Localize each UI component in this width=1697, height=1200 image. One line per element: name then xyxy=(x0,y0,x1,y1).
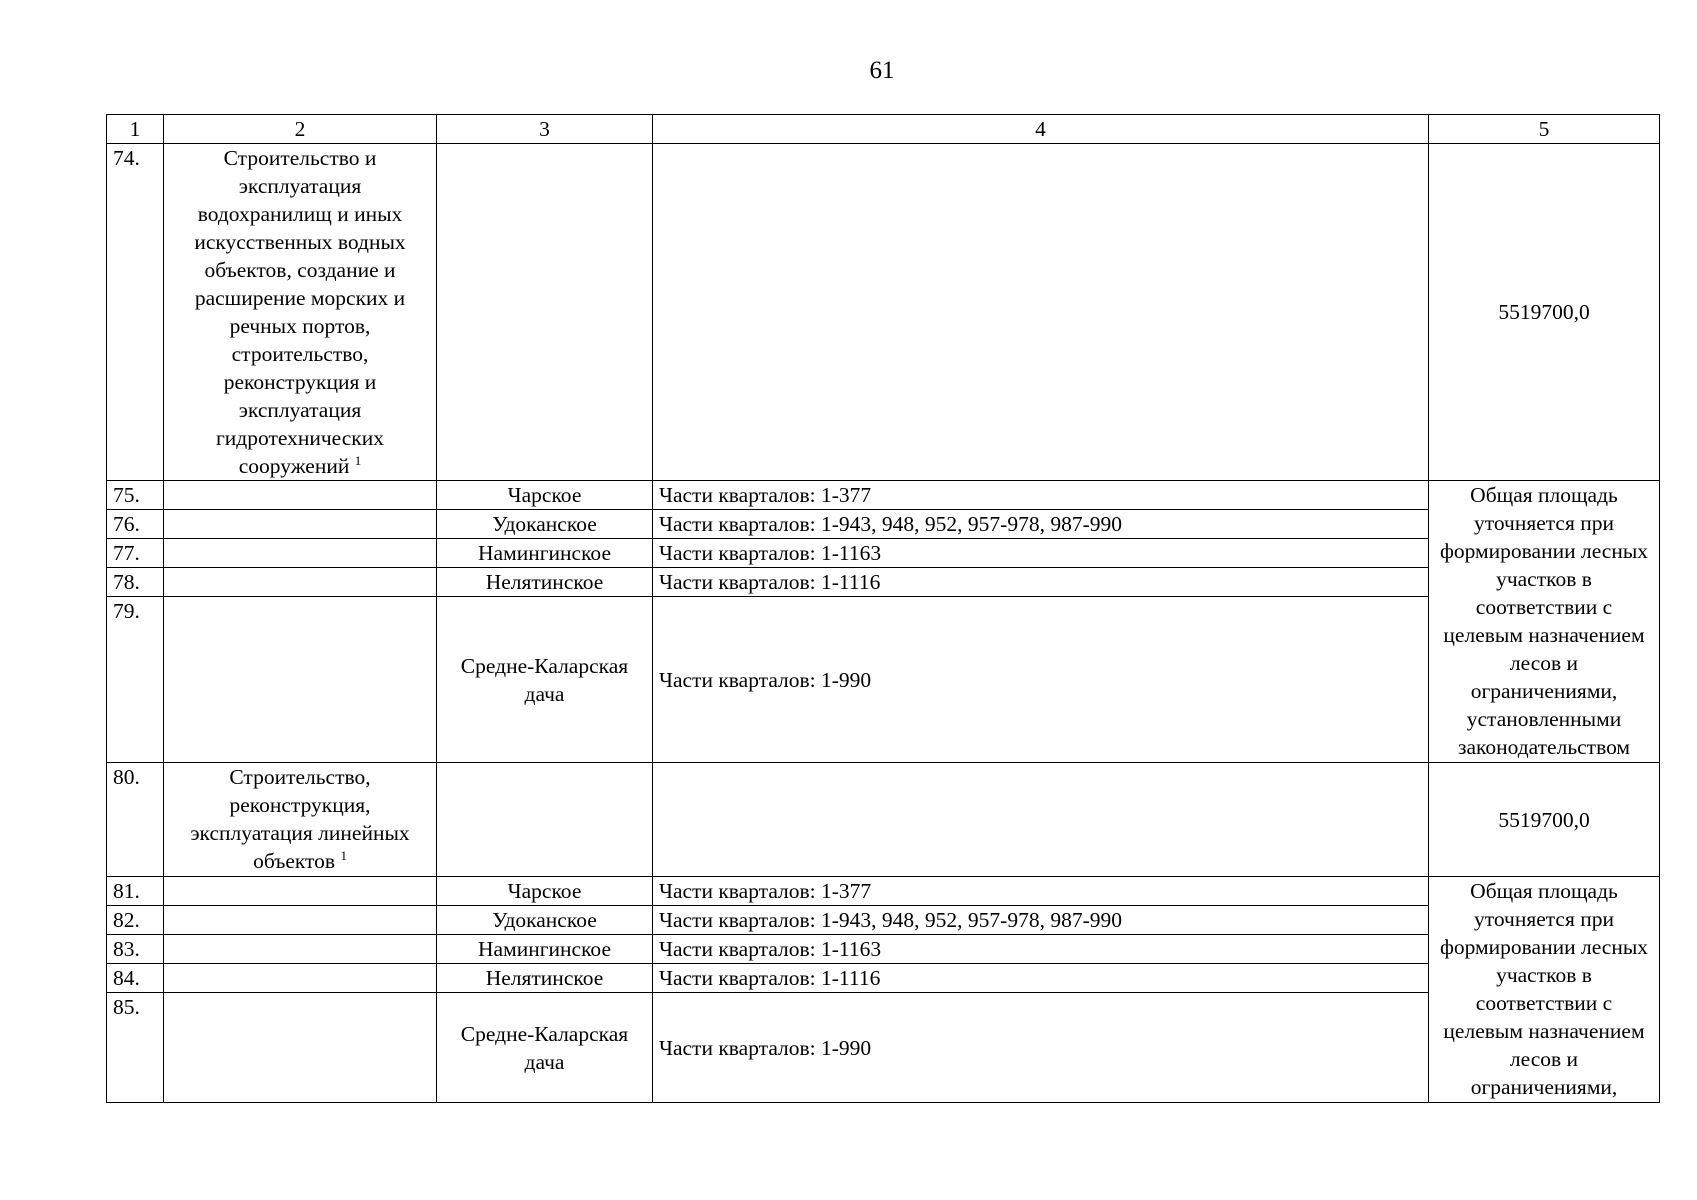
row-number: 75. xyxy=(107,481,164,510)
empty-cell xyxy=(164,539,437,568)
forestry-name: Намингинское xyxy=(437,935,653,964)
quarters-list: Части кварталов: 1-943, 948, 952, 957-978, 987-990 xyxy=(653,906,1429,935)
forestry-name: Намингинское xyxy=(437,539,653,568)
table-row xyxy=(107,539,1660,568)
row-number: 77. xyxy=(107,539,164,568)
table-row xyxy=(107,481,1660,510)
empty-cell xyxy=(164,906,437,935)
row-number: 84. xyxy=(107,964,164,993)
empty-cell xyxy=(653,763,1429,877)
forestry-name: Средне-Каларская дача xyxy=(437,993,653,1103)
purpose-cell xyxy=(164,763,437,877)
area-value: 5519700,0 xyxy=(1429,144,1660,481)
row-number: 81. xyxy=(107,877,164,906)
quarters-list: Части кварталов: 1-377 xyxy=(653,877,1429,906)
table-row xyxy=(107,993,1660,1103)
forestry-name: Удоканское xyxy=(437,906,653,935)
table-row xyxy=(107,597,1660,763)
row-number: 78. xyxy=(107,568,164,597)
quarters-list: Части кварталов: 1-990 xyxy=(653,993,1429,1103)
quarters-list: Части кварталов: 1-377 xyxy=(653,481,1429,510)
quarters-list: Части кварталов: 1-1116 xyxy=(653,964,1429,993)
empty-cell xyxy=(164,964,437,993)
area-note xyxy=(1429,481,1660,763)
empty-cell xyxy=(164,510,437,539)
area-note-text: Общая площадь уточняется при формировании лесных участков в соответствии с целевым назначением лесов и ограничениями, xyxy=(1439,879,1649,1099)
quarters-list: Части кварталов: 1-990 xyxy=(653,597,1429,763)
empty-cell xyxy=(164,597,437,763)
footnote-marker: 1 xyxy=(340,848,347,863)
forestry-name: Средне-Каларская дача xyxy=(437,597,653,763)
forestry-name: Чарское xyxy=(437,877,653,906)
quarters-list: Части кварталов: 1-1116 xyxy=(653,568,1429,597)
quarters-list: Части кварталов: 1-1163 xyxy=(653,539,1429,568)
page-number: 61 xyxy=(869,57,895,84)
area-value: 5519700,0 xyxy=(1429,763,1660,877)
footnote-marker: 1 xyxy=(354,453,362,468)
quarters-list: Части кварталов: 1-943, 948, 952, 957-978, 987-990 xyxy=(653,510,1429,539)
forestry-name: Нелятинское xyxy=(437,568,653,597)
table-row xyxy=(107,510,1660,539)
forestry-name: Чарское xyxy=(437,481,653,510)
forestry-name: Удоканское xyxy=(437,510,653,539)
column-header: 1 xyxy=(107,115,164,144)
forest-table xyxy=(106,114,1660,1103)
forestry-name: Нелятинское xyxy=(437,964,653,993)
empty-cell xyxy=(164,993,437,1103)
table-row xyxy=(107,877,1660,906)
table-row xyxy=(107,568,1660,597)
table-row xyxy=(107,763,1660,877)
row-number: 82. xyxy=(107,906,164,935)
purpose-name: Строительство, реконструкция, эксплуатация линейных объектов xyxy=(190,765,410,873)
empty-cell xyxy=(437,144,653,481)
row-number: 76. xyxy=(107,510,164,539)
area-note xyxy=(1429,877,1660,1103)
table-row xyxy=(107,144,1660,481)
row-number: 80. xyxy=(107,763,164,877)
empty-cell xyxy=(164,877,437,906)
column-header: 2 xyxy=(164,115,437,144)
quarters-list: Части кварталов: 1-1163 xyxy=(653,935,1429,964)
empty-cell xyxy=(164,481,437,510)
purpose-cell xyxy=(164,144,437,481)
column-header: 4 xyxy=(653,115,1429,144)
column-header: 5 xyxy=(1429,115,1660,144)
empty-cell xyxy=(164,568,437,597)
row-number: 85. xyxy=(107,993,164,1103)
empty-cell xyxy=(437,763,653,877)
empty-cell xyxy=(164,935,437,964)
row-number: 83. xyxy=(107,935,164,964)
table-header-row xyxy=(107,115,1660,144)
table-row xyxy=(107,935,1660,964)
empty-cell xyxy=(653,144,1429,481)
column-header: 3 xyxy=(437,115,653,144)
row-number: 79. xyxy=(107,597,164,763)
area-note-text: Общая площадь уточняется при формировании лесных участков в соответствии с целевым назначением лесов и ограничениями, установленными законодательством xyxy=(1439,483,1649,759)
table-row xyxy=(107,964,1660,993)
table-row xyxy=(107,906,1660,935)
purpose-name: Строительство и эксплуатация водохранилищ и иных искусственных водных объектов, создание и расширение морских и речных портов, строительство, реконструкция и эксплуатация гидротехнических сооружений xyxy=(194,146,406,478)
row-number: 74. xyxy=(107,144,164,481)
